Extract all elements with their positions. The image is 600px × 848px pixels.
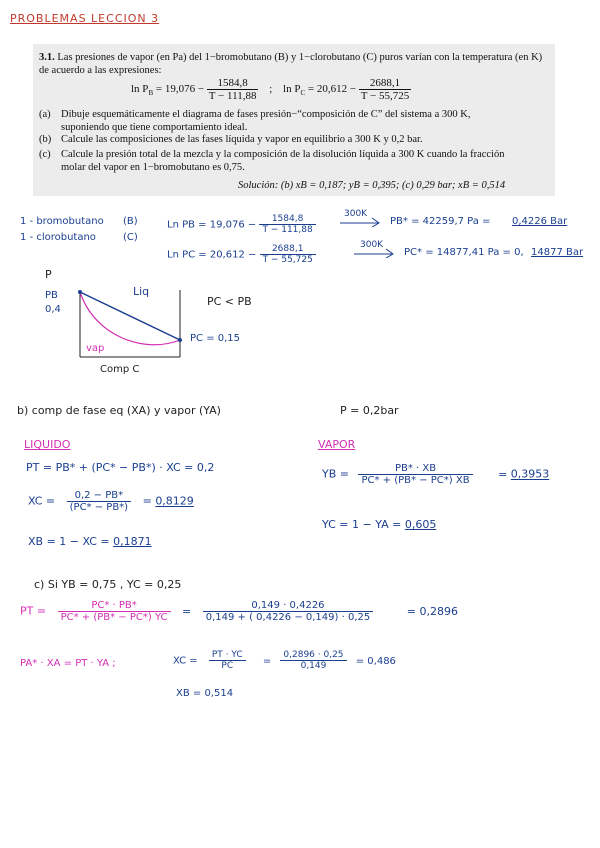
pt-fraction: $\frac{PC* \cdot PB*}{PC* + (PB* - PC*) YC}$ bbox=[58, 600, 171, 623]
PC-bar-value: 14877 Bar bbox=[531, 247, 584, 258]
part-b-header: b) comp de fase eq (XA) y vapor (YA) bbox=[17, 404, 221, 417]
comp-b-symbol: (B) bbox=[123, 216, 138, 227]
pb-label: PB bbox=[45, 290, 58, 301]
diagram-x-axis-label: Comp C bbox=[100, 364, 140, 375]
comp-b-label: 1 - bromobutano bbox=[20, 216, 104, 227]
eqB-sub: B bbox=[148, 89, 154, 98]
vap-label: vap bbox=[86, 343, 105, 354]
pc-label: PC = 0,15 bbox=[190, 333, 241, 344]
raoult-relation: PA* · XA = PT · YA ; bbox=[20, 658, 116, 669]
pt-numeric-fraction: $\frac{0,149 \cdot 0,4226}{0,149 + ( 0,4226 - 0,149) \cdot 0,25}$ bbox=[203, 600, 374, 623]
yb-equation: YB = $\frac{PB* \cdot XB}{PC* + (PB* - PC*) XB}$ = 0,3953 bbox=[322, 463, 550, 486]
part-b-pressure: P = 0,2bar bbox=[340, 404, 399, 417]
problem-number: 3.1. bbox=[39, 52, 55, 63]
eqC-fraction: $\frac{2688,1}{T - 55,725}$ bbox=[360, 77, 410, 102]
item-c: (c) Calcule la presión total de la mezcla y la composición de la disolución líquida a 300 K cuando la fracción molar del vapor en 1−bromobutano es 0,75. bbox=[39, 149, 505, 173]
xc-c-fraction: $\frac{PT \cdot YC}{PC}$ bbox=[209, 650, 246, 671]
problem-statement: Las presiones de vapor (en Pa) del 1−bromobutano (B) y 1−clorobutano (C) puros varían con la temperatura (en K) de acuerdo a las expresiones: bbox=[39, 52, 543, 76]
liquid-line bbox=[80, 292, 180, 340]
eq-separator: ; bbox=[269, 83, 273, 96]
xb-equation: XB = 1 − XC = 0,1871 bbox=[28, 535, 152, 548]
comp-c-symbol: (C) bbox=[123, 232, 138, 243]
problem-statement-box bbox=[33, 44, 555, 196]
part-c-header: c) Si YB = 0,75 , YC = 0,25 bbox=[34, 578, 182, 591]
yc-equation: YC = 1 − YA = 0,605 bbox=[322, 518, 437, 531]
arrow-label-300k-1: 300K bbox=[344, 209, 368, 219]
comp-c-label: 1 - clorobutano bbox=[20, 232, 96, 243]
xb-c-result: XB = 0,514 bbox=[176, 688, 234, 699]
phase-diagram bbox=[40, 262, 240, 382]
pressure-inequality: PC < PB bbox=[207, 295, 252, 308]
lnPB-equation: Ln PB = 19,076 − $\frac{1584,8}{T - 111,88}$ bbox=[167, 214, 316, 235]
liquido-title: LIQUIDO bbox=[24, 438, 71, 451]
pb-point bbox=[78, 290, 82, 294]
eqB-fraction: $\frac{1584,8}{T - 111,88}$ bbox=[208, 77, 257, 102]
PB-result: PB* = 42259,7 Pa = bbox=[390, 216, 491, 227]
eqC-lhs: ln P bbox=[283, 83, 301, 96]
lnPC-fraction: $\frac{2688,1}{T - 55,725}$ bbox=[260, 244, 316, 265]
yb-fraction: $\frac{PB* \cdot XB}{PC* + (PB* - PC*) XB}$ bbox=[358, 463, 472, 486]
lnPB-fraction: $\frac{1584,8}{T - 111,88}$ bbox=[259, 214, 315, 235]
diagram-y-axis-label: P bbox=[45, 268, 52, 281]
liquid-pt-equation: PT = PB* + (PC* − PB*) · XC = 0,2 bbox=[26, 461, 215, 474]
arrow-label-300k-2: 300K bbox=[360, 240, 384, 250]
eqB-lhs: ln P bbox=[131, 83, 149, 96]
xc-equation: XC = $\frac{0,2 - PB*}{(PC* - PB*)}$ = 0,8129 bbox=[28, 490, 194, 513]
pc-point bbox=[178, 338, 182, 342]
eqC-sub: C bbox=[300, 89, 306, 98]
arrow-300k-1 bbox=[338, 215, 384, 227]
solution-line: Solución: (b) xB = 0,187; yB = 0,395; (c) 0,29 bar; xB = 0,514 bbox=[238, 180, 506, 191]
item-b: (b) Calcule las composiciones de las fases líquida y vapor en equilibrio a 300 K y 0,2 bar. bbox=[39, 134, 423, 145]
pb-value: 0,4 bbox=[45, 304, 61, 315]
eqC-const: = 20,612 − bbox=[307, 83, 357, 96]
vapor-title: VAPOR bbox=[318, 438, 356, 451]
liq-label: Liq bbox=[133, 285, 150, 298]
lnPC-equation: Ln PC = 20,612 − $\frac{2688,1}{T - 55,725}$ bbox=[167, 244, 316, 265]
xc-c-numeric-fraction: $\frac{0,2896 \cdot 0,25}{0,149}$ bbox=[280, 650, 346, 671]
eqB-const: = 19,076 − bbox=[155, 83, 205, 96]
vapor-pressure-equations bbox=[131, 77, 411, 102]
PC-result: PC* = 14877,41 Pa = 0, bbox=[404, 247, 524, 258]
problem-text bbox=[39, 51, 551, 77]
xc-fraction: $\frac{0,2 - PB*}{(PC* - PB*)}$ bbox=[67, 490, 131, 513]
item-a: (a) Dibuje esquemáticamente el diagrama de fases presión−“composición de C” del sistema a 300 K, suponiendo que tiene comportamiento ideal. bbox=[39, 109, 471, 133]
page-title: PROBLEMAS LECCION 3 bbox=[10, 12, 160, 25]
arrow-300k-2 bbox=[352, 246, 398, 258]
PB-bar-value: 0,4226 Bar bbox=[512, 216, 568, 227]
pt-equation: PT = $\frac{PC* \cdot PB*}{PC* + (PB* - PC*) YC}$ = $\frac{0,149 \cdot 0,4226}{0,149 + ( 0,4226 - 0,149) \cdot 0,25}$ = 0,2896 bbox=[20, 600, 458, 623]
xc-c-equation: XC = $\frac{PT \cdot YC}{PC}$ = $\frac{0,2896 \cdot 0,25}{0,149}$ = 0,486 bbox=[173, 650, 396, 671]
